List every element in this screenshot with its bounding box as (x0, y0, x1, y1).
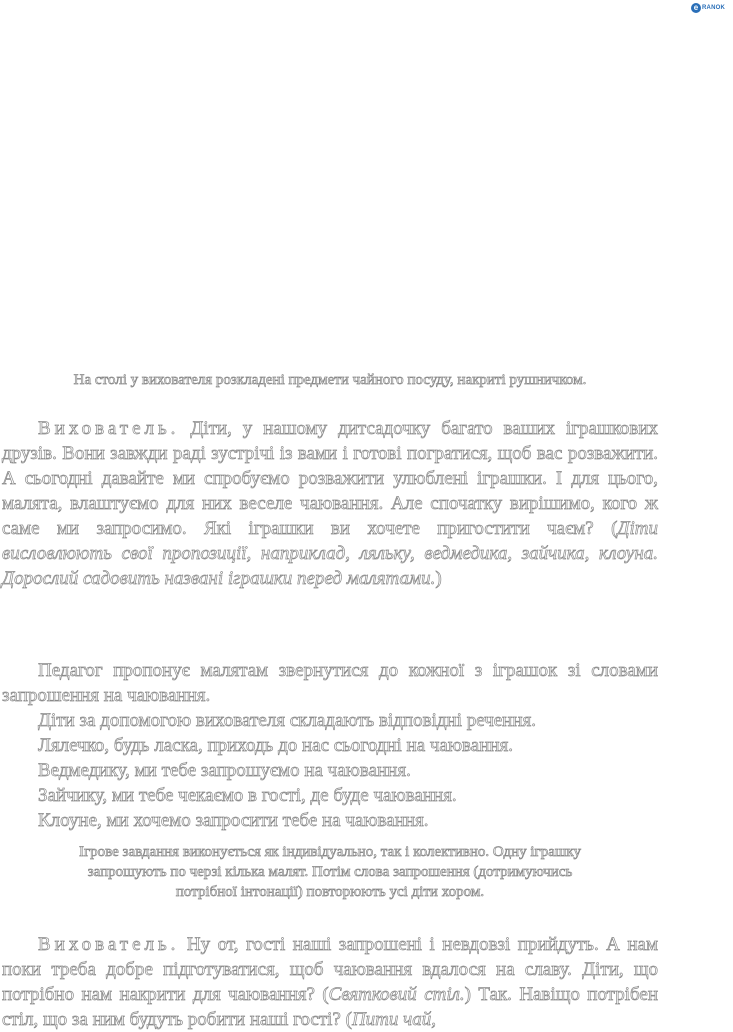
dialogue-line: Діти за допомогою вихователя складають відповідні речення. (38, 710, 537, 731)
paragraph-italic: Святковий стіл. (328, 984, 465, 1005)
logo-mark: e (691, 3, 701, 13)
paragraph-text: Діти, у нашому дитсадочку багато ваших іграшкових друзів. Вони завжди раді зустрічі із вами і готові погратися, щоб вас розважити. А сьогодні давайте ми спробуємо розважити улюблені іграшки. І для цього, малята, влаштуємо для них веселе чаювання. Але спочатку вирішимо, кого ж саме ми запросимо. Які іграшки ви хочете пригостити чаєм? ( (2, 418, 658, 539)
dialogue-line: Зайчику, ми тебе чекаємо в гості, де буде чаювання. (38, 785, 457, 806)
paragraph-text: Педагог пропонує малятам звернутися до кожної з іграшок зі словами запрошення на чаювання. (2, 660, 658, 706)
paragraph-educator-2 (2, 932, 658, 1032)
paragraph-educator-1 (2, 416, 658, 591)
stage-direction-1: На столі у вихователя розкладені предмети чайного посуду, накриті рушничком. (73, 372, 587, 388)
paragraph-tail: ) (435, 568, 442, 589)
paragraph-italic: Пити чай, (351, 1009, 436, 1030)
speaker-label: Вихователь. (38, 934, 180, 955)
dialogue-line: Клоуне, ми хочемо запросити тебе на чаювання. (38, 810, 429, 831)
dialogue-line: Ведмедику, ми тебе запрошуємо на чаювання. (38, 760, 411, 781)
paragraph-italic: Діти висловлюють свої пропозиції, наприклад, ляльку, ведмедика, зайчика, клоуна. Дорослий садовить названі іграшки перед малятами. (2, 518, 658, 589)
speaker-label: Вихователь. (38, 418, 180, 439)
paragraph-teacher-proposal (2, 658, 658, 708)
stage-direction-2: Ігрове завдання виконується як індивідуально, так і колективно. Одну іграшку запрошують по черзі кілька малят. Потім слова запрошення (дотримуючись потрібної інтонації) повторюють усі діти хором. (78, 844, 581, 900)
paragraph-text: ) Так. Навіщо потрібен стіл, що за ним будуть робити наші гості? ( (2, 984, 658, 1030)
logo-wordmark: RANOK (702, 5, 725, 11)
publisher-logo (691, 2, 731, 14)
dialogue-line: Лялечко, будь ласка, приходь до нас сьогодні на чаювання. (38, 735, 514, 756)
paragraph-text: Ну от, гості наші запрошені і невдовзі прийдуть. А нам поки треба добре підготуватися, щоб чаювання вдалося на славу. Діти, що потрібно нам накрити для чаювання? ( (2, 934, 658, 1005)
